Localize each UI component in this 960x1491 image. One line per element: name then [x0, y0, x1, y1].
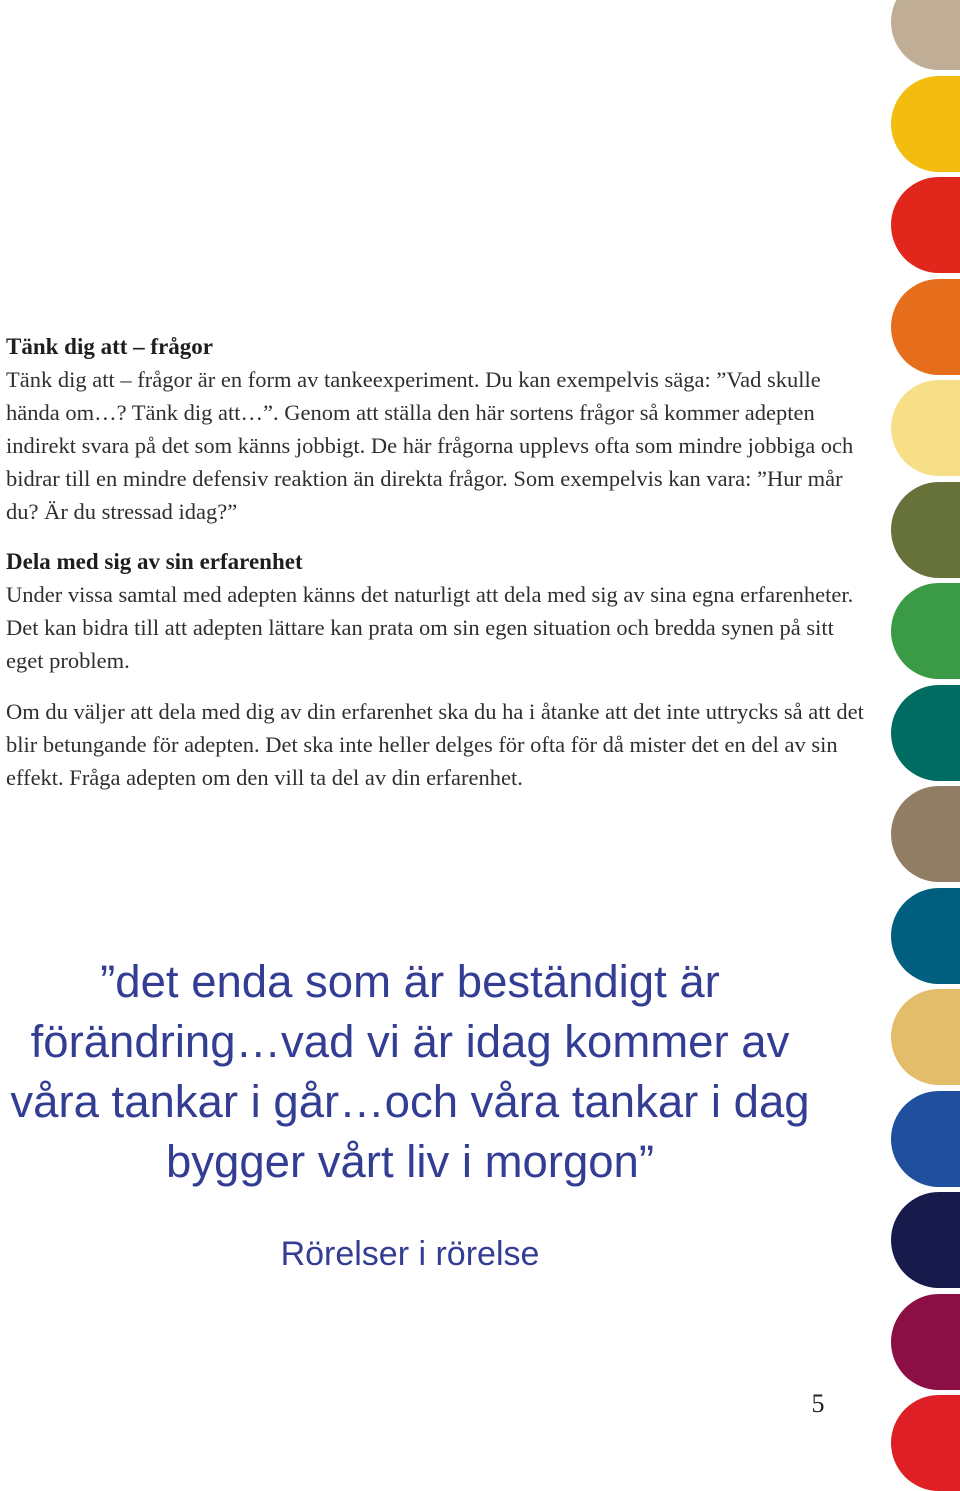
color-tab — [891, 583, 960, 679]
section-heading-tank-dig-att: Tänk dig att – frågor — [6, 334, 213, 359]
color-tab — [891, 989, 960, 1085]
color-tab — [891, 1091, 960, 1187]
pull-quote: ”det enda som är beständigt är förändring…vad vi är idag kommer av våra tankar i går…och våra tankar i dag bygger vårt liv i morgon” — [10, 956, 810, 1187]
color-tab — [891, 279, 960, 375]
color-tab — [891, 76, 960, 172]
color-tab — [891, 0, 960, 70]
spacer — [6, 528, 866, 545]
color-tab — [891, 1294, 960, 1390]
color-tab — [891, 1192, 960, 1288]
section-body-dela-erfarenhet-2: Om du väljer att dela med dig av din erfarenhet ska du ha i åtanke att det inte uttrycks så att det blir betungande för adepten. Det ska inte heller delges för ofta för då mister det en del av sin effekt. Fråga adepten om den vill ta del av din erfarenhet. — [6, 699, 864, 790]
spacer — [6, 677, 866, 695]
section-heading-dela-erfarenhet: Dela med sig av sin erfarenhet — [6, 549, 303, 574]
color-tab — [891, 482, 960, 578]
color-tab — [891, 380, 960, 476]
color-tab — [891, 888, 960, 984]
color-tab — [891, 685, 960, 781]
color-tab — [891, 786, 960, 882]
section-body-dela-erfarenhet-1: Under vissa samtal med adepten känns det naturligt att dela med sig av sina egna erfarenheter. Det kan bidra till att adepten lättare kan prata om sin egen situation och bredda synen på sitt eget problem. — [6, 582, 854, 673]
page-content — [6, 330, 866, 794]
section-body-tank-dig-att: Tänk dig att – frågor är en form av tankeexperiment. Du kan exempelvis säga: ”Vad skulle hända om…? Tänk dig att…”. Genom att ställa den här sortens frågor så kommer adepten indirekt svara på det som känns jobbigt. De här frågorna upplevs ofta som mindre jobbiga och bidrar till en mindre defensiv reaktion än direkta frågor. Som exempelvis kan vara: ”Hur mår du? Är du stressad idag?” — [6, 367, 854, 524]
color-tab — [891, 177, 960, 273]
color-tab-strip — [891, 0, 960, 1483]
color-tab — [891, 1395, 960, 1491]
page-number: 5 — [811, 1389, 825, 1418]
quote-source: Rörelser i rörelse — [280, 1235, 540, 1273]
